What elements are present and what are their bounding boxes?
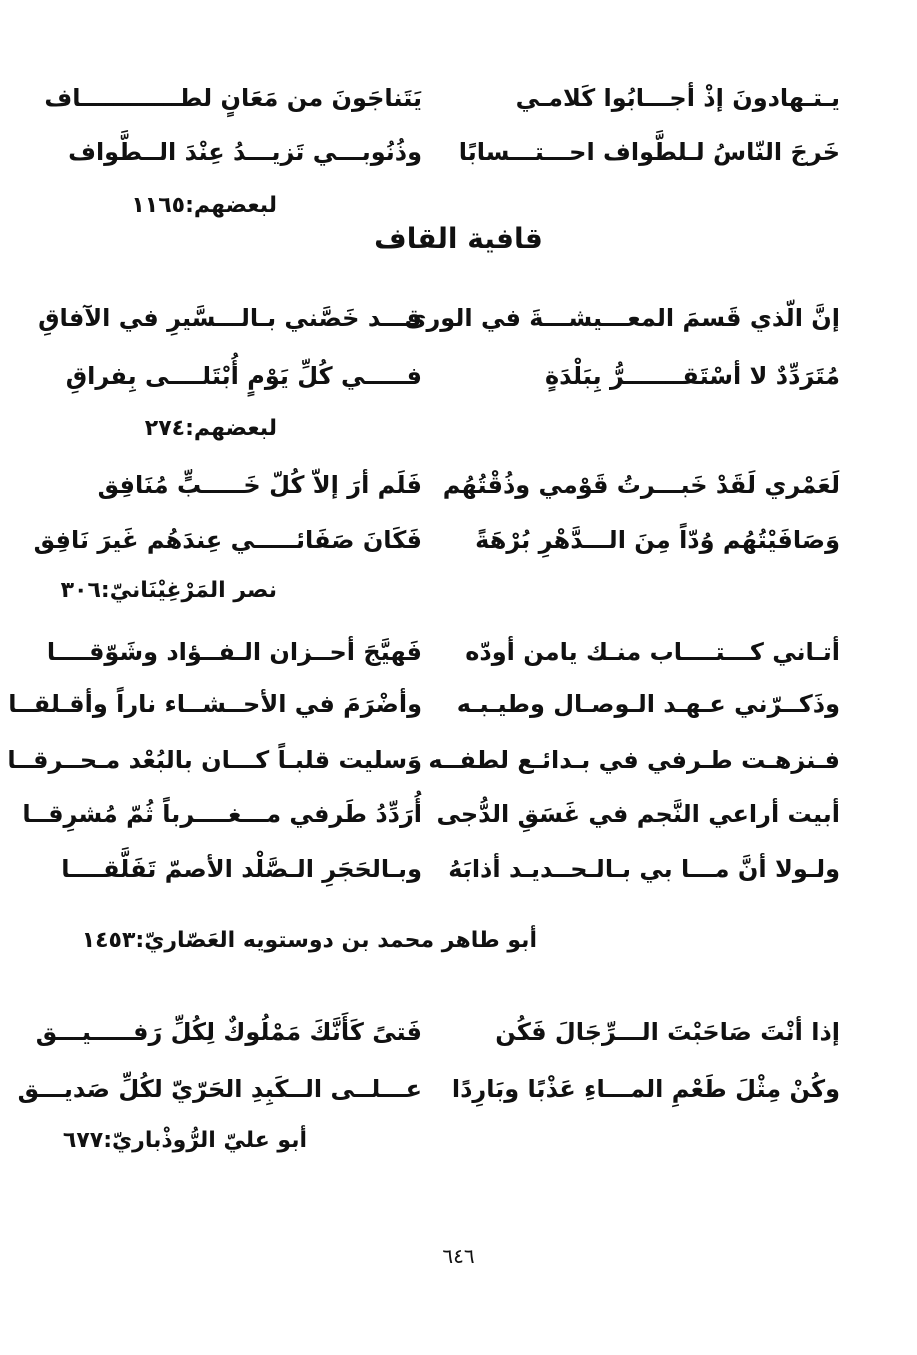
first-hemistich: يـتـهادونَ إذْ أجـــابُوا كَلامـي: [515, 84, 840, 112]
poet-attribution: نصر المَرْغِيْنَانيّ:٣٠٦: [60, 578, 277, 603]
first-hemistich: لَعَمْري لَقَدْ خَبـــرتُ قَوْمي وذُقْتُهُم: [442, 471, 840, 499]
poet-attribution: لبعضهم:١١٦٥: [131, 193, 277, 218]
verse-line: [8, 680, 840, 728]
first-hemistich: أبيت أراعي النَّجم في غَسَقِ الدُّجى: [436, 800, 840, 828]
first-hemistich: إنَّ الّذي قَسمَ المعـــيشـــةَ في الورى: [404, 304, 840, 332]
verse-line: [22, 790, 840, 838]
verse-line: [40, 461, 840, 509]
second-hemistich: فَكَانَ صَفَائـــــي عِندَهُم غَيرَ نَافِق: [33, 526, 422, 554]
second-hemistich: فَهيَّجَ أحــزان الـفــؤاد وشَوّقــــا: [46, 638, 422, 666]
first-hemistich: إذا أنْتَ صَاحَبْتَ الـــرِّجَالَ فَكُن: [495, 1018, 840, 1046]
verse-line: [40, 294, 840, 342]
second-hemistich: فَلَم أرَ إلاّ كُلّ خَـــــبٍّ مُنَافِق: [97, 471, 422, 499]
verse-line: [33, 516, 840, 564]
verse-line: [7, 736, 840, 784]
first-hemistich: فـنزهـت طـرفي في بـدائـع لطفــه: [428, 746, 840, 774]
verse-line: [40, 128, 840, 176]
section-title: قافية القاف: [374, 222, 543, 255]
second-hemistich: وأضْرَمَ في الأحــشــاء ناراً وأقـلقــا: [8, 690, 422, 718]
second-hemistich: قـــد خَصَّني بـالـــسَّيرِ في الآفاقِ: [38, 304, 422, 332]
poet-attribution: لبعضهم:٢٧٤: [144, 416, 277, 441]
verse-line: [40, 845, 840, 893]
second-hemistich: أُرَدِّدُ طَرفي مـــغــــرباً ثُمّ مُشرِقــا: [22, 800, 422, 828]
first-hemistich: ولـولا أنَّ مـــا بي بـالـحــديـد أذابَهُ: [448, 855, 840, 883]
second-hemistich: فـــــي كُلِّ يَوْمٍ أُبْتَلــــى بِفراقِ: [65, 362, 422, 390]
poet-attribution: أبو طاهر محمد بن دوستويه العَصّاريّ:١٤٥٣: [81, 928, 537, 953]
first-hemistich: مُتَرَدِّدٌ لا أسْتَقـــــــرُّ بِبَلْدَةٍ: [544, 362, 840, 390]
second-hemistich: يَتَناجَونَ من مَعَانٍ لطــــــــــــاف: [44, 84, 422, 112]
verse-line: [40, 352, 840, 400]
poet-attribution: أبو عليّ الرُّوذْباريّ:٦٧٧: [62, 1128, 307, 1153]
verse-line: [40, 628, 840, 676]
second-hemistich: وبـالحَجَرِ الـصَّلْد الأصمّ تَفَلَّقــــا: [61, 855, 422, 883]
first-hemistich: أتـاني كـــتــــاب منـك يامن أودّه: [465, 638, 840, 666]
first-hemistich: وكُنْ مِثْلَ طَعْمِ المـــاءِ عَذْبًا وبَارِدًا: [451, 1075, 840, 1103]
second-hemistich: عـــلــى الــكَبِدِ الحَرّيّ لكُلِّ صَديـــق: [17, 1075, 422, 1103]
second-hemistich: وَسليت قلبـاً كـــان بالبُعْد مـحــرقــا: [7, 746, 422, 774]
page-number: ٦٤٦: [442, 1244, 475, 1268]
verse-line: [17, 1065, 840, 1113]
first-hemistich: وَصَافَيْتُهُم وُدّاً مِنَ الـــدَّهْرِ بُرْهَةً: [475, 526, 840, 554]
second-hemistich: فَتىً كَأَنَّكَ مَمْلُوكٌ لِكُلِّ رَفـــــيـــق: [35, 1018, 422, 1046]
second-hemistich: وذُنُوبـــي تَزيـــدُ عِنْدَ الــطَّواف: [68, 138, 422, 166]
verse-line: [40, 74, 840, 122]
first-hemistich: خَرجَ النّاسُ لـلطَّواف احـــتـــسابًا: [458, 138, 840, 166]
verse-line: [35, 1008, 840, 1056]
first-hemistich: وذَكــرّني عـهـد الـوصـال وطيـبـه: [456, 690, 840, 718]
